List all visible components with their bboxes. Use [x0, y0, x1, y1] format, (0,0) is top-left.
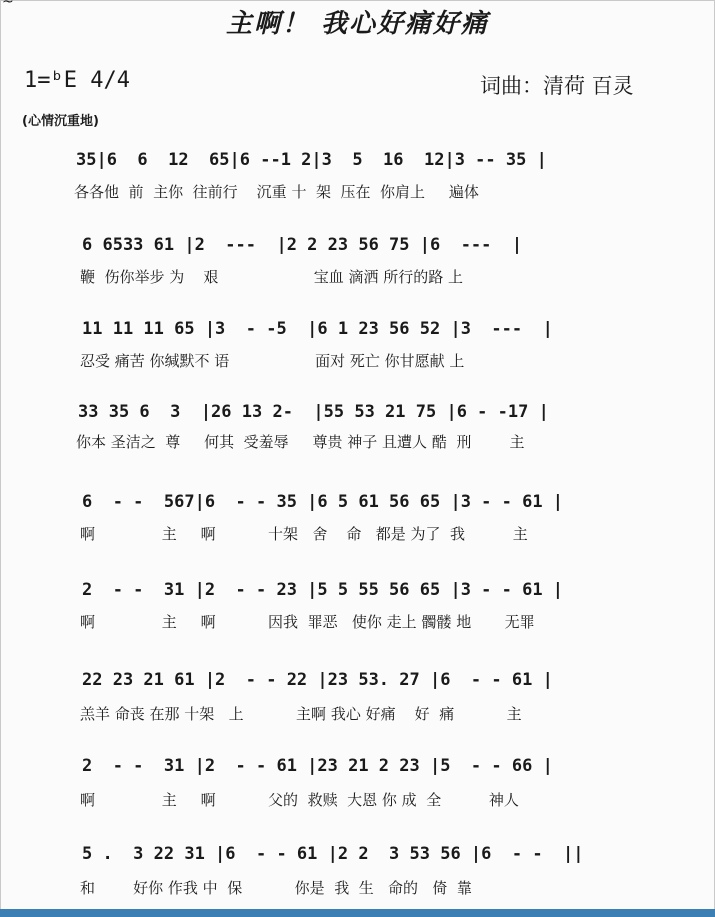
lyric-line: 你本 圣洁之 尊 何其 受羞辱 尊贵 神子 且遭人 酷 刑 主 — [76, 433, 525, 451]
corner-mark: ~ — [2, 0, 14, 10]
notation-line: 6 6533 61 |2 --- |2 2 23 56 75 |6 --- | — [82, 235, 523, 255]
notation-line: 22 23 21 61 |2 - - 22 |23 53. 27 |6 - - 61 | — [82, 670, 553, 690]
lyric-line: 啊 主 啊 因我 罪恶 使你 走上 髑髅 地 无罪 — [80, 613, 535, 631]
lyric-line: 啊 主 啊 父的 救赎 大恩 你 成 全 神人 — [80, 791, 519, 809]
lyric-line: 啊 主 啊 十架 舍 命 都是 为了 我 主 — [80, 525, 528, 543]
bottom-edge — [0, 909, 715, 917]
lyric-line: 鞭 伤你举步 为 艰 宝血 滴洒 所行的路 上 — [80, 268, 464, 286]
notation-line: 6 - - 567|6 - - 35 |6 5 61 56 65 |3 - - 61 | — [82, 492, 564, 512]
notation-line: 33 35 6 3 |26 13 2- |55 53 21 75 |6 - -17 | — [78, 402, 549, 422]
credit: 词曲：清荷 百灵 — [480, 74, 634, 98]
song-title: 主啊！ 我心好痛好痛 — [225, 9, 490, 39]
notation-line: 5 . 3 22 31 |6 - - 61 |2 2 3 53 56 |6 - - || — [82, 844, 584, 864]
lyric-line: 忍受 痛苦 你缄默不 语 面对 死亡 你甘愿献 上 — [80, 352, 465, 370]
notation-line: 2 - - 31 |2 - - 23 |5 5 55 56 65 |3 - - 61 | — [82, 580, 564, 600]
lyric-line: 羔羊 命丧 在那 十架 上 主啊 我心 好痛 好 痛 主 — [80, 705, 522, 723]
notation-line: 2 - - 31 |2 - - 61 |23 21 2 23 |5 - - 66 | — [82, 756, 553, 776]
lyric-line: 和 好你 作我 中 保 你是 我 生 命的 倚 靠 — [80, 879, 472, 897]
lyric-line: 各各他 前 主你 往前行 沉重 十 架 压在 你肩上 遍体 — [74, 183, 479, 201]
key-signature: 1=ᵇE 4/4 — [24, 68, 130, 93]
notation-line: 11 11 11 65 |3 - -5 |6 1 23 56 52 |3 --- | — [82, 319, 553, 339]
notation-line: 35|6 6 12 65|6 --1 2|3 5 16 12|3 -- 35 | — [76, 150, 547, 170]
mood-marking: (心情沉重地) — [22, 114, 99, 129]
